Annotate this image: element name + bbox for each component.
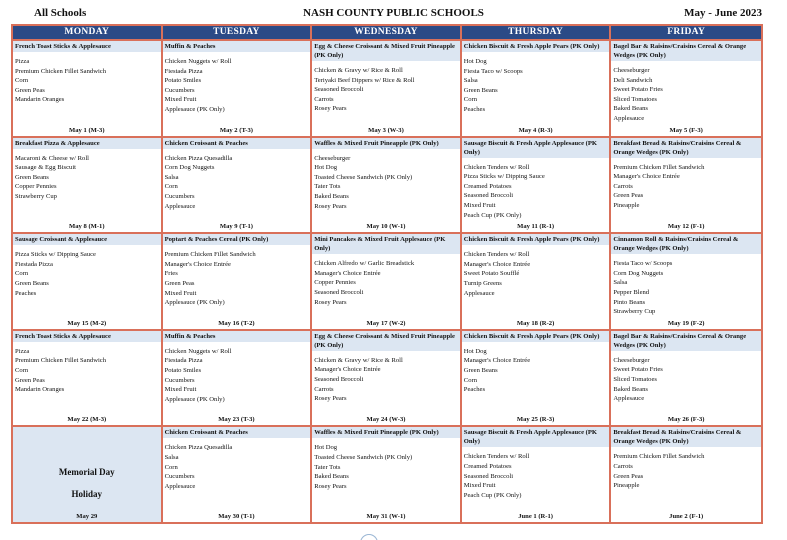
menu-item: Seasoned Broccoli <box>463 192 514 200</box>
menu-item: Chicken Pizza Quesadilla <box>164 154 233 162</box>
menu-item: Manager's Choice Entrée <box>463 260 531 268</box>
menu-item: Premium Chicken Fillet Sandwich <box>15 67 107 75</box>
lunch-menu-list <box>163 342 311 405</box>
lunch-menu-list <box>462 52 610 115</box>
menu-item: Hot Dog <box>463 347 487 355</box>
breakfast-entree: Egg & Cheese Croissant & Mixed Fruit Pineapple (PK Only) <box>312 331 460 351</box>
day-date-label: May 1 (M-3) <box>69 126 105 134</box>
menu-item: Green Beans <box>15 173 49 181</box>
menu-item: Rosey Pears <box>314 395 347 403</box>
menu-item: Mixed Fruit <box>164 386 197 394</box>
holiday-name: Memorial Day <box>58 467 115 478</box>
day-date-label: May 22 (M-3) <box>67 416 107 424</box>
day-cell <box>462 425 612 522</box>
menu-item: Potato Smiles <box>164 366 202 374</box>
breakfast-entree: Waffles & Mixed Fruit Pineapple (PK Only) <box>312 427 460 438</box>
menu-item: Fiesta Taco w/ Scoops <box>463 67 523 75</box>
menu-item: Seasoned Broccoli <box>314 288 364 296</box>
menu-item: Chicken Tenders w/ Roll <box>463 453 530 461</box>
menu-item: Chicken Pizza Quesadilla <box>164 444 233 452</box>
breakfast-entree: Egg & Cheese Croissant & Mixed Fruit Pineapple (PK Only) <box>312 41 460 61</box>
day-date-label: May 3 (W-3) <box>368 126 404 134</box>
menu-item: Pizza <box>15 58 30 65</box>
menu-item: Sweet Potato Fries <box>613 366 663 374</box>
menu-item: Baked Beans <box>613 105 648 113</box>
menu-item: Peach Cup (PK Only) <box>463 211 522 219</box>
page-header <box>0 7 787 21</box>
menu-item: Chicken Nuggets w/ Roll <box>164 58 232 65</box>
menu-item: Toasted Cheese Sandwich (PK Only) <box>314 173 413 181</box>
menu-item: Applesauce <box>613 395 645 403</box>
menu-item: Peaches <box>463 386 486 394</box>
menu-item: Pizza Sticks w/ Dipping Sauce <box>463 173 545 181</box>
day-cell <box>462 136 612 233</box>
menu-item: Sausage & Egg Biscuit <box>15 164 76 172</box>
scope-label: All Schools <box>34 7 87 19</box>
lunch-menu-list <box>312 351 460 404</box>
breakfast-entree: Mini Pancakes & Mixed Fruit Applesauce (PK Only) <box>312 234 460 254</box>
menu-item: Corn <box>15 77 29 85</box>
breakfast-entree: Chicken Biscuit & Fresh Apple Pears (PK Only) <box>462 41 610 52</box>
menu-item: Manager's Choice Entrée <box>613 173 680 181</box>
menu-item: Green Peas <box>613 472 644 480</box>
menu-item: Baked Beans <box>314 473 349 481</box>
weekday-friday: FRIDAY <box>667 27 706 37</box>
lunch-menu-list <box>611 254 761 317</box>
menu-item: Fries <box>164 270 178 278</box>
day-date-label: May 19 (F-2) <box>667 319 705 327</box>
lunch-menu-list <box>163 149 311 212</box>
day-cell <box>312 136 462 233</box>
breakfast-entree: Breakfast Bread & Raisins/Craisins Cereal & Orange Wedges (PK Only) <box>611 138 761 158</box>
lunch-menu-list <box>611 61 761 124</box>
page-scroll-mark-icon <box>360 534 378 540</box>
menu-item: Green Peas <box>613 192 644 200</box>
day-cell <box>312 425 462 522</box>
menu-item: Tater Tots <box>314 463 341 471</box>
menu-item: Strawberry Cup <box>613 308 656 316</box>
menu-item: Tater Tots <box>314 183 341 191</box>
menu-item: Corn Dog Nuggets <box>164 164 215 172</box>
menu-item: Carrots <box>314 385 334 393</box>
menu-item: Turnip Greens <box>463 279 502 287</box>
menu-item: Pizza Sticks w/ Dipping Sauce <box>15 251 96 259</box>
day-date-label: May 24 (W-3) <box>366 416 406 424</box>
day-cell <box>163 329 313 426</box>
menu-item: Green Beans <box>463 366 498 374</box>
day-cell <box>163 39 313 136</box>
day-cell <box>312 39 462 136</box>
day-cell <box>163 425 313 522</box>
menu-item: Manager's Choice Entrée <box>463 357 531 365</box>
menu-item: Applesauce <box>164 482 196 490</box>
day-cell <box>312 232 462 329</box>
weekday-header-row <box>13 26 761 39</box>
menu-item: Premium Chicken Fillet Sandwich <box>613 163 705 171</box>
menu-item: Macaroni & Cheese w/ Roll <box>15 154 89 162</box>
menu-item: Chicken Nuggets w/ Roll <box>164 347 232 355</box>
menu-item: Green Peas <box>15 376 45 384</box>
menu-item: Fiestada Pizza <box>164 67 203 75</box>
day-cell <box>611 425 761 522</box>
day-date-label: May 8 (M-1) <box>69 223 105 231</box>
day-cell <box>13 329 163 426</box>
day-date-label: May 26 (F-3) <box>667 416 705 424</box>
lunch-menu-list <box>163 52 311 115</box>
menu-item: Baked Beans <box>314 192 349 200</box>
day-date-label: June 1 (R-1) <box>518 512 553 520</box>
menu-item: Creamed Potatoes <box>463 182 512 190</box>
weekday-wednesday: WEDNESDAY <box>312 26 462 39</box>
lunch-menu-list <box>163 438 311 491</box>
breakfast-entree: Muffin & Peaches <box>163 41 311 52</box>
lunch-menu-list <box>611 447 761 490</box>
menu-item: Rosey Pears <box>314 202 347 210</box>
menu-item: Chicken Tenders w/ Roll <box>463 251 530 259</box>
lunch-menu-list <box>312 149 460 212</box>
menu-item: Pinto Beans <box>613 298 646 306</box>
lunch-menu-list <box>312 61 460 114</box>
menu-item: Seasoned Broccoli <box>314 375 364 383</box>
menu-item: Corn <box>15 366 29 374</box>
breakfast-entree: Bagel Bar & Raisins/Craisins Cereal & Orange Wedges (PK Only) <box>611 331 761 351</box>
menu-item: Sliced Tomatoes <box>613 375 657 383</box>
lunch-menu-list <box>312 438 460 491</box>
menu-item: Corn <box>164 463 178 471</box>
menu-item: Mixed Fruit <box>164 289 197 297</box>
breakfast-entree: Breakfast Pizza & Applesauce <box>13 138 161 149</box>
day-date-label: June 2 (F-1) <box>669 512 704 520</box>
menu-item: Mixed Fruit <box>164 96 197 104</box>
menu-item: Premium Chicken Fillet Sandwich <box>164 251 256 259</box>
menu-item: Pineapple <box>613 201 640 209</box>
day-cell <box>163 136 313 233</box>
weekday-thursday: THURSDAY <box>462 26 612 39</box>
day-date-label: May 10 (W-1) <box>366 223 406 231</box>
menu-item: Sliced Tomatoes <box>613 95 657 103</box>
breakfast-entree: Cinnamon Roll & Raisins/Craisins Cereal & Orange Wedges (PK Only) <box>611 234 761 254</box>
menu-item: Cucumbers <box>164 376 195 384</box>
day-cell <box>13 425 163 522</box>
day-date-label: May 5 (F-3) <box>669 126 703 134</box>
menu-item: Manager's Choice Entrée <box>314 269 381 277</box>
breakfast-entree: Breakfast Bread & Raisins/Craisins Cereal & Orange Wedges (PK Only) <box>611 427 761 447</box>
menu-item: Pepper Blend <box>613 288 650 296</box>
lunch-menu-list <box>611 351 761 404</box>
lunch-menu-list <box>611 158 761 211</box>
menu-item: Mandarin Oranges <box>15 386 65 394</box>
menu-item: Rosey Pears <box>314 105 347 113</box>
day-cell <box>462 39 612 136</box>
breakfast-entree: French Toast Sticks & Applesauce <box>13 331 161 342</box>
menu-item: Corn <box>463 376 477 384</box>
date-range: May - June 2023 <box>684 7 762 19</box>
menu-item: Cucumbers <box>164 473 195 481</box>
lunch-menu-list <box>13 52 161 105</box>
menu-item: Cheeseburger <box>613 67 650 74</box>
day-cell <box>611 329 761 426</box>
menu-item: Peaches <box>15 289 37 297</box>
menu-item: Carrots <box>613 462 633 470</box>
menu-item: Salsa <box>164 453 179 461</box>
day-cell <box>312 329 462 426</box>
menu-item: Salsa <box>463 77 478 85</box>
menu-item: Peach Cup (PK Only) <box>463 491 522 499</box>
lunch-menu-list <box>163 245 311 308</box>
menu-item: Peaches <box>463 105 486 113</box>
menu-item: Salsa <box>613 279 628 287</box>
menu-item: Chicken & Gravy w/ Rice & Roll <box>314 67 403 74</box>
menu-item: Baked Beans <box>613 385 648 393</box>
lunch-menu-list <box>462 158 610 221</box>
menu-item: Sweet Potato Soufflé <box>463 270 520 278</box>
weekday-tuesday: TUESDAY <box>163 26 313 39</box>
day-date-label: May 31 (W-1) <box>366 512 406 520</box>
lunch-menu-list <box>312 254 460 307</box>
day-date-label: May 4 (R-3) <box>518 126 553 134</box>
menu-item: Toasted Cheese Sandwich (PK Only) <box>314 453 413 461</box>
menu-item: Salsa <box>164 173 179 181</box>
breakfast-entree: Chicken Croissant & Peaches <box>163 138 311 149</box>
menu-item: Pineapple <box>613 482 640 490</box>
menu-item: Applesauce <box>463 289 495 297</box>
day-date-label: May 30 (T-1) <box>218 512 255 520</box>
day-date-label: May 16 (T-2) <box>218 319 255 327</box>
menu-item: Manager's Choice Entrée <box>314 366 381 374</box>
menu-item: Rosey Pears <box>314 482 347 490</box>
day-date-label: May 15 (M-2) <box>67 319 107 327</box>
day-cell <box>611 39 761 136</box>
menu-item: Applesauce (PK Only) <box>164 395 225 403</box>
menu-item: Premium Chicken Fillet Sandwich <box>613 453 705 461</box>
menu-item: Copper Pennies <box>314 279 356 287</box>
menu-item: Strawberry Cup <box>15 192 57 200</box>
day-cell <box>13 232 163 329</box>
menu-item: Pizza <box>15 347 30 355</box>
day-cell <box>163 232 313 329</box>
breakfast-entree: French Toast Sticks & Applesauce <box>13 41 161 52</box>
page-title: NASH COUNTY PUBLIC SCHOOLS <box>303 7 484 19</box>
menu-item: Applesauce <box>613 114 645 122</box>
menu-item: Copper Pennies <box>15 183 57 191</box>
menu-item: Cucumbers <box>164 192 195 200</box>
menu-item: Corn Dog Nuggets <box>613 269 664 277</box>
menu-item: Fiestada Pizza <box>15 260 53 268</box>
lunch-menu-list <box>462 447 610 500</box>
menu-item: Corn <box>15 270 29 278</box>
menu-item: Green Peas <box>164 279 195 287</box>
lunch-menu-list <box>13 149 161 202</box>
day-date-label: May 18 (R-2) <box>516 319 555 327</box>
menu-item: Applesauce (PK Only) <box>164 299 225 307</box>
menu-item: Green Peas <box>15 86 45 94</box>
menu-item: Teriyaki Beef Dippers w/ Rice & Roll <box>314 76 415 84</box>
menu-item: Manager's Choice Entrée <box>164 260 231 268</box>
menu-item: Green Beans <box>15 279 49 287</box>
menu-item: Creamed Potatoes <box>463 462 512 470</box>
menu-item: Corn <box>463 96 477 104</box>
day-cell <box>13 136 163 233</box>
holiday-notice <box>13 461 161 505</box>
calendar-grid <box>13 39 761 522</box>
breakfast-entree: Sausage Biscuit & Fresh Apple Applesauce (PK Only) <box>462 138 610 158</box>
breakfast-entree: Poptart & Peaches Cereal (PK Only) <box>163 234 311 245</box>
breakfast-entree: Bagel Bar & Raisins/Craisins Cereal & Orange Wedges (PK Only) <box>611 41 761 61</box>
menu-item: Cheeseburger <box>314 154 351 162</box>
menu-item: Chicken & Gravy w/ Rice & Roll <box>314 356 403 364</box>
menu-item: Carrots <box>613 182 633 190</box>
menu-item: Mixed Fruit <box>463 201 496 209</box>
lunch-menu-list <box>13 342 161 395</box>
menu-item: Fiesta Taco w/ Scoops <box>613 260 673 268</box>
menu-item: Sweet Potato Fries <box>613 86 663 94</box>
menu-item: Hot Dog <box>314 164 338 172</box>
weekday-monday: MONDAY <box>13 26 163 39</box>
menu-item: Mandarin Oranges <box>15 96 65 104</box>
menu-item: Seasoned Broccoli <box>463 472 514 480</box>
lunch-menu-list <box>462 245 610 298</box>
menu-item: Chicken Tenders w/ Roll <box>463 163 530 171</box>
breakfast-entree: Sausage Croissant & Applesauce <box>13 234 161 245</box>
menu-item: Cucumbers <box>164 86 195 94</box>
day-date-label: May 29 <box>76 512 98 520</box>
holiday-label: Holiday <box>71 489 103 500</box>
day-date-label: May 25 (R-3) <box>516 416 555 424</box>
menu-item: Mixed Fruit <box>463 482 496 490</box>
menu-item: Applesauce <box>164 202 196 210</box>
breakfast-entree: Muffin & Peaches <box>163 331 311 342</box>
day-cell <box>13 39 163 136</box>
menu-item: Potato Smiles <box>164 77 202 85</box>
menu-item: Rosey Pears <box>314 298 347 306</box>
day-cell <box>611 232 761 329</box>
day-date-label: May 11 (R-1) <box>517 223 555 231</box>
day-cell <box>462 232 612 329</box>
day-date-label: May 9 (T-1) <box>219 223 253 231</box>
menu-item: Deli Sandwich <box>613 76 653 84</box>
lunch-menu-list <box>462 342 610 395</box>
breakfast-entree: Chicken Biscuit & Fresh Apple Pears (PK Only) <box>462 331 610 342</box>
menu-item: Carrots <box>314 95 334 103</box>
menu-item: Hot Dog <box>314 444 338 452</box>
menu-item: Chicken Alfredo w/ Garlic Breadstick <box>314 260 415 268</box>
menu-item: Seasoned Broccoli <box>314 86 364 94</box>
menu-item: Green Beans <box>463 86 498 94</box>
day-cell <box>462 329 612 426</box>
menu-item: Hot Dog <box>463 58 487 65</box>
menu-item: Cheeseburger <box>613 356 650 364</box>
menu-item: Fiestada Pizza <box>164 357 203 365</box>
day-date-label: May 12 (F-1) <box>667 223 705 231</box>
menu-item: Corn <box>164 183 178 191</box>
day-cell <box>611 136 761 233</box>
breakfast-entree: Chicken Biscuit & Fresh Apple Pears (PK Only) <box>462 234 610 245</box>
day-date-label: May 17 (W-2) <box>366 319 406 327</box>
day-date-label: May 23 (T-3) <box>218 416 255 424</box>
lunch-menu-list <box>13 245 161 298</box>
breakfast-entree: Chicken Croissant & Peaches <box>163 427 311 438</box>
day-date-label: May 2 (T-3) <box>219 126 253 134</box>
menu-item: Applesauce (PK Only) <box>164 105 225 113</box>
menu-calendar <box>11 24 763 524</box>
breakfast-entree: Waffles & Mixed Fruit Pineapple (PK Only) <box>312 138 460 149</box>
menu-item: Premium Chicken Fillet Sandwich <box>15 357 107 365</box>
breakfast-entree: Sausage Biscuit & Fresh Apple Applesauce (PK Only) <box>462 427 610 447</box>
